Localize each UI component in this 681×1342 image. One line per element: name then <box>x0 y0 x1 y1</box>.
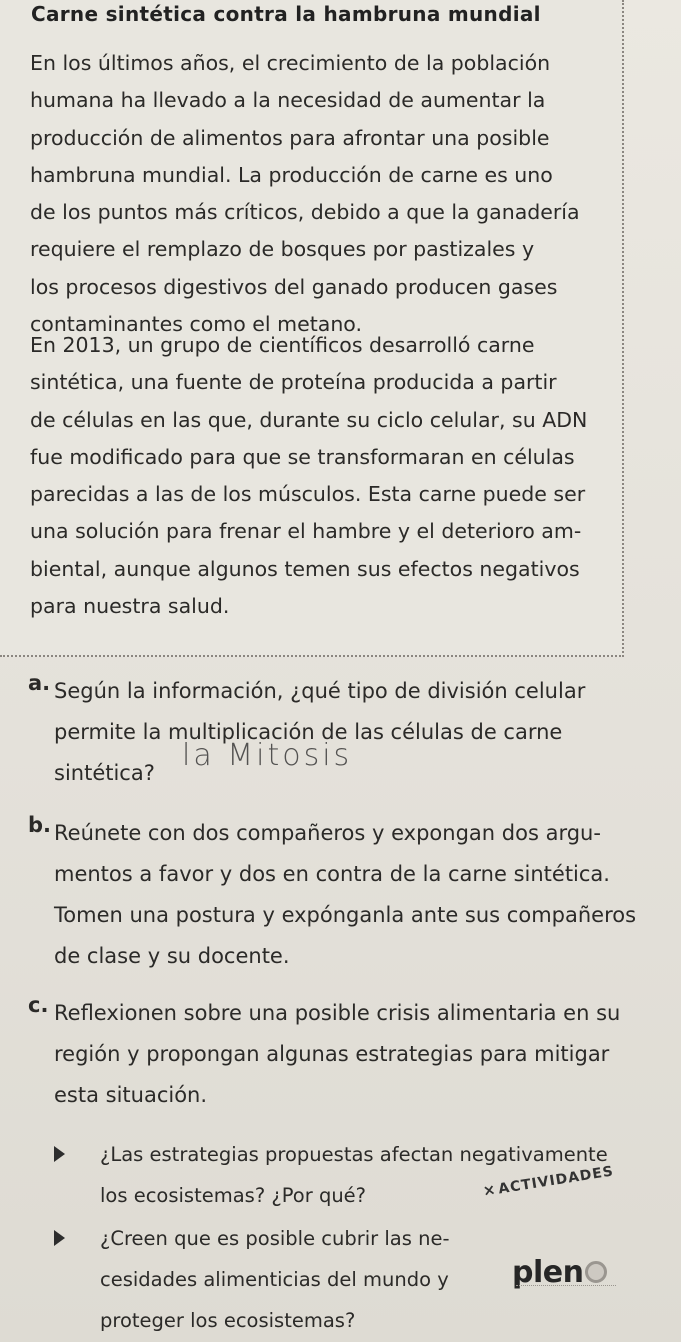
paragraph-line: parecidas a las de los músculos. Esta carne puede ser <box>30 482 586 507</box>
question-line: permite la multiplicación de las células de carne <box>54 720 563 744</box>
bullet-line: ¿Creen que es posible cubrir las ne- <box>100 1227 450 1250</box>
paragraph-line: de células en las que, durante su ciclo celular, su ADN <box>30 407 588 432</box>
paragraph-line: humana ha llevado a la necesidad de aumentar la <box>30 88 546 113</box>
paragraph-line: los procesos digestivos del ganado producen gases <box>30 274 558 299</box>
paragraph-line: para nuestra salud. <box>30 594 230 619</box>
bullet-line: cesidades alimenticias del mundo y <box>100 1268 449 1291</box>
pleno-o-circle-icon <box>585 1261 607 1283</box>
paragraph-line: En 2013, un grupo de científicos desarrolló carne <box>30 333 535 357</box>
paragraph-line: En los últimos años, el crecimiento de la población <box>30 51 551 75</box>
question-line: Reflexionen sobre una posible crisis alimentaria en su <box>54 1001 621 1025</box>
paragraph-line: producción de alimentos para afrontar una posible <box>30 125 550 150</box>
question-line: sintética? <box>54 761 155 785</box>
paragraph-line: una solución para frenar el hambre y el deterioro am- <box>30 519 582 544</box>
cross-icon: × <box>481 1179 498 1200</box>
question-line: de clase y su docente. <box>54 944 290 968</box>
reading-title: Carne sintética contra la hambruna mundial <box>31 2 541 26</box>
reading-box <box>0 0 624 657</box>
bullet-line: ¿Las estrategias propuestas afectan negativamente <box>100 1143 608 1166</box>
question-letter: a. <box>28 671 51 695</box>
bullet-line: los ecosistemas? ¿Por qué? <box>100 1184 367 1207</box>
question-line: región y propongan algunas estrategias para mitigar <box>54 1042 610 1066</box>
pleno-logo <box>512 1255 607 1290</box>
paragraph-2 <box>30 327 614 625</box>
paragraph-line: requiere el remplazo de bosques por pastizales y <box>30 237 535 262</box>
question-b <box>30 813 655 977</box>
paragraph-line: fue modificado para que se transformaran en células <box>30 444 575 469</box>
question-a <box>30 671 655 794</box>
question-line: Tomen una postura y expónganla ante sus compañeros <box>54 903 637 927</box>
question-c <box>30 993 655 1116</box>
actividades-label: ACTIVIDADES <box>497 1163 615 1198</box>
bullet-line: proteger los ecosistemas? <box>100 1309 356 1332</box>
question-line: Reúnete con dos compañeros y expongan dos argu- <box>54 821 601 845</box>
handwritten-answer: la Mitosis <box>182 738 353 773</box>
question-line: Según la información, ¿qué tipo de división celular <box>54 679 586 703</box>
paragraph-line: biental, aunque algunos temen sus efectos negativos <box>30 556 580 581</box>
question-line: esta situación. <box>54 1083 208 1107</box>
paragraph-1 <box>30 45 614 343</box>
question-letter: b. <box>28 813 52 837</box>
paragraph-line: de los puntos más críticos, debido a que la ganadería <box>30 200 580 225</box>
question-line: mentos a favor y dos en contra de la carne sintética. <box>54 862 610 886</box>
paragraph-line: contaminantes como el metano. <box>30 312 363 337</box>
pleno-label: plen <box>512 1255 584 1290</box>
pleno-underline <box>516 1285 616 1289</box>
paragraph-line: hambruna mundial. La producción de carne es uno <box>30 162 553 187</box>
paragraph-line: sintética, una fuente de proteína producida a partir <box>30 370 557 395</box>
question-letter: c. <box>28 993 49 1017</box>
